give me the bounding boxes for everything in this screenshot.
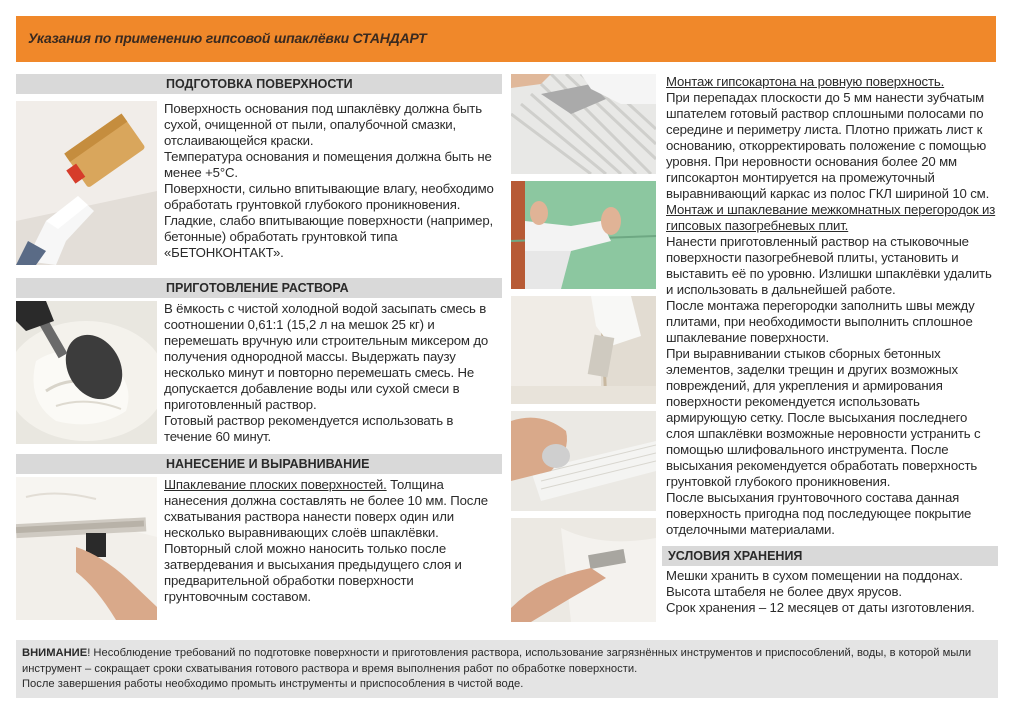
photo-partition-plates bbox=[511, 181, 656, 289]
photo-mesh-tape bbox=[511, 411, 656, 511]
page-title: Указания по применению гипсовой шпаклёвки СТАНДАРТ bbox=[28, 30, 427, 46]
warning-notice: ВНИМАНИЕ! Несоблюдение требований по подготовке поверхности и приготовления раствора, использование загрязнённых инструментов и приспособлений, воды, в которой мыли инструмент – сокращает сроки схватывания готового раствора и время выполнения работ по обработке поверхности. После завершения работы необходимо промыть инструменты и приспособления в чистой воде. bbox=[16, 640, 998, 698]
brand-name: СТАНДАРТ bbox=[352, 30, 427, 46]
application-text: Шпаклевание плоских поверхностей. Толщина нанесения должна составлять не более 10 мм. После схватывания раствора нанести поверх один или несколько выравнивающих слоёв шпаклёвки. Повторный слой можно наносить только после затвердевания и высыхания предыдущего слоя и предварительной обработки поверхности грунтовочным составом. bbox=[164, 477, 488, 604]
drywall-text: Монтаж гипсокартона на ровную поверхность. При перепадах плоскости до 5 мм нанести зубчатым шпателем готовый раствор сплошными полосами по середине и периметру листа. Плотно прижать лист к основанию, откорректировать положение с помощью уровня. При неровности основания более 20 мм гипсокартон монтируется на промежуточный выравнивающий каркас из полос ГКЛ шириной 10 см. Монтаж и шпаклевание межкомнатных перегородок из гипсовых пазогребневых плит. Нанести приготовленный раствор на стыковочные поверхности пазогребневой плиты, установить и выставить её по уровню. Излишки шпаклёвки удалить и использовать в дальнейшей работе. После монтажа перегородки заполнить швы между плитами, при необходимости выполнить сплошное шпаклевание поверхности. При выравнивании стыков сборных бетонных элементов, заделки трещин и других возможных повреждений, для укрепления и армирования поверхности рекомендуется использовать армирующую сетку. После высыхания последнего слоя шпаклёвки возможные неровности устранить с помощью шлифовального инструмента. После высыхания рекомендуется обработать поверхность грунтовкой глубокого проникновения. После высыхания грунтовочного состава данная поверхность пригодна под последующее покрытие отделочными материалами. bbox=[666, 74, 996, 537]
photo-notched-trowel bbox=[511, 74, 656, 174]
photo-trowel-wall bbox=[16, 477, 157, 620]
storage-text: Мешки хранить в сухом помещении на поддонах. Высота штабеля не более двух ярусов. Срок хранения – 12 месяцев от даты изготовления. bbox=[666, 568, 975, 615]
photo-finishing-wall bbox=[511, 518, 656, 622]
photo-mixing bbox=[16, 301, 157, 444]
partition-lead: Монтаж и шпаклевание межкомнатных перегородок из гипсовых пазогребневых плит. bbox=[666, 202, 996, 233]
drywall-lead: Монтаж гипсокартона на ровную поверхность. bbox=[666, 74, 945, 89]
section-heading-preparation: ПОДГОТОВКА ПОВЕРХНОСТИ bbox=[16, 74, 502, 94]
photo-brush-priming bbox=[16, 101, 157, 265]
header-bar bbox=[16, 16, 996, 62]
preparation-text: Поверхность основания под шпаклёвку должна быть сухой, очищенной от пыли, опалубочной смазки, отслаивающейся краски. Температура основания и помещения должна быть не менее +5°С. Поверхности, сильно впитывающие влагу, необходимо обработать грунтовкой глубокого проникновения. Гладкие, слабо впитывающие поверхности (например, бетонные) обработать грунтовкой типа «БЕТОНКОНТАКТ». bbox=[164, 101, 494, 260]
mixing-text: В ёмкость с чистой холодной водой засыпать смесь в соотношении 0,61:1 (15,2 л на мешок 25 кг) и перемешать вручную или строительным миксером до получения однородной массы. Выдержать паузу несколько минут и повторно перемешать смесь. Не допускается добавление воды или сухой смеси в приготовленный раствор. Готовый раствор рекомендуется использовать в течение 60 минут. bbox=[164, 301, 489, 444]
section-heading-storage: УСЛОВИЯ ХРАНЕНИЯ bbox=[662, 546, 998, 566]
warning-label: ВНИМАНИЕ bbox=[22, 647, 88, 659]
photo-joint-filling bbox=[511, 296, 656, 404]
section-heading-mixing: ПРИГОТОВЛЕНИЕ РАСТВОРА bbox=[16, 278, 502, 298]
section-heading-application: НАНЕСЕНИЕ И ВЫРАВНИВАНИЕ bbox=[16, 454, 502, 474]
application-lead: Шпаклевание плоских поверхностей. bbox=[164, 477, 387, 492]
